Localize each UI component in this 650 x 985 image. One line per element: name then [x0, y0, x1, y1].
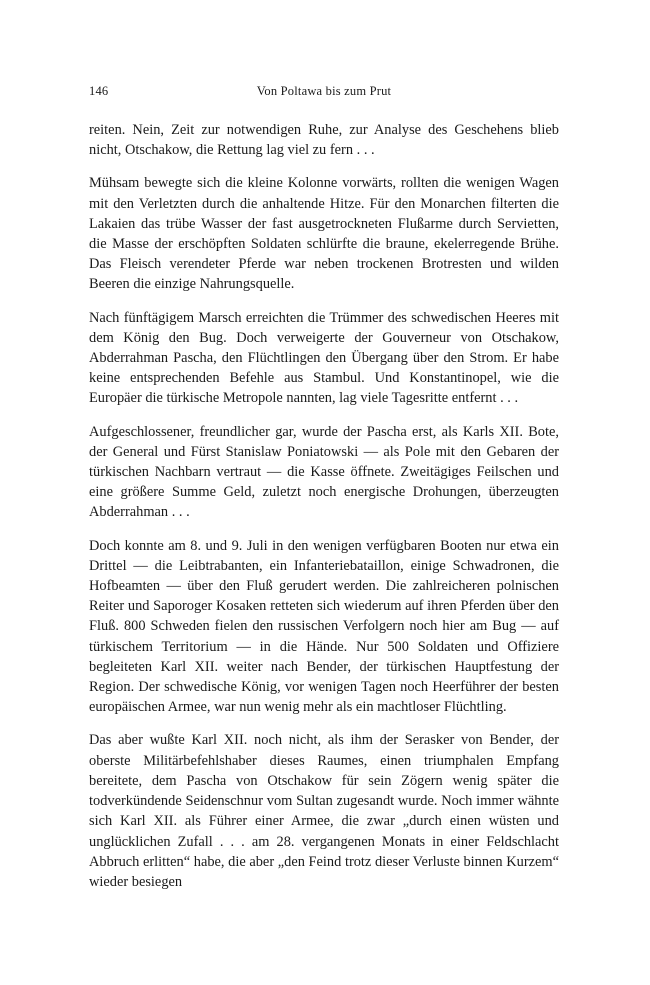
running-header	[89, 84, 559, 106]
paragraph: Doch konnte am 8. und 9. Juli in den wenigen verfügbaren Booten nur etwa ein Drittel — die Leibtrabanten, ein Infanteriebataillon, einige Schwadronen, die Hofbeamten — über den Fluß gerudert werden. Die zahlreicheren polnischen Reiter und Saporoger Kosaken retteten sich wiederum auf ihren Pferden über den Fluß. 800 Schweden fielen den russischen Verfolgern noch hier am Bug — auf türkischem Territorium — in die Hände. Nur 500 Soldaten und Offiziere begleiteten Karl XII. weiter nach Bender, der türkischen Hauptfestung der Region. Der schwedische König, vor wenigen Tagen noch Heerführer der besten europäischen Armee, war nun wenig mehr als ein machtloser Flüchtling.	[89, 537, 559, 716]
paragraph: Das aber wußte Karl XII. noch nicht, als ihm der Serasker von Bender, der oberste Militärbefehlshaber dieses Raumes, einen triumphalen Empfang bereitete, dem Pascha von Otschakow für sein Zögern wenig später die todverkündende Seidenschnur vom Sultan zugesandt wurde. Noch immer wähnte sich Karl XII. als Führer einer Armee, die zwar „durch einen wüsten und unglücklichen Zufall . . . am 28. vergangenen Monats in einer Feldschlacht Abbruch erlitten“ habe, die aber „den Feind trotz dieser Verluste binnen Kurzem“ wieder besiegen	[89, 732, 559, 890]
page-number: 146	[89, 84, 109, 98]
paragraph: Mühsam bewegte sich die kleine Kolonne vorwärts, rollten die wenigen Wagen mit den Verletzten durch die anhaltende Hitze. Für den Monarchen filterten die Lakaien das trübe Wasser der fast ausgetrockneten Flußarme durch Servietten, die Masse der erschöpften Soldaten schlürfte die braune, ekelerregende Brühe. Das Fleisch verendeter Pferde war neben trockenen Brotresten und wilden Beeren die einzige Nahrungsquelle.	[89, 175, 559, 293]
running-title: Von Poltawa bis zum Prut	[256, 84, 392, 98]
book-page	[89, 84, 559, 905]
body-text	[89, 120, 559, 892]
paragraph: Aufgeschlossener, freundlicher gar, wurde der Pascha erst, als Karls XII. Bote, der General und Fürst Stanislaw Poniatowski — als Pole mit den Gebaren der türkischen Nachbarn vertraut — die Kasse öffnete. Zweitägiges Feilschen und eine größere Summe Geld, zuletzt noch energische Drohungen, überzeugten Abderrahman . . .	[89, 423, 559, 521]
paragraph: reiten. Nein, Zeit zur notwendigen Ruhe, zur Analyse des Geschehens blieb nicht, Otschakow, die Rettung lag viel zu fern . . .	[89, 122, 559, 159]
paragraph: Nach fünftägigem Marsch erreichten die Trümmer des schwedischen Heeres mit dem König den Bug. Doch verweigerte der Gouverneur von Otschakow, Abderrahman Pascha, den Flüchtlingen den Übergang über den Strom. Er habe keine entsprechenden Befehle aus Stambul. Und Konstantinopel, wie die Europäer die türkische Metropole nannten, lag viele Tagesritte entfernt . . .	[89, 309, 559, 407]
